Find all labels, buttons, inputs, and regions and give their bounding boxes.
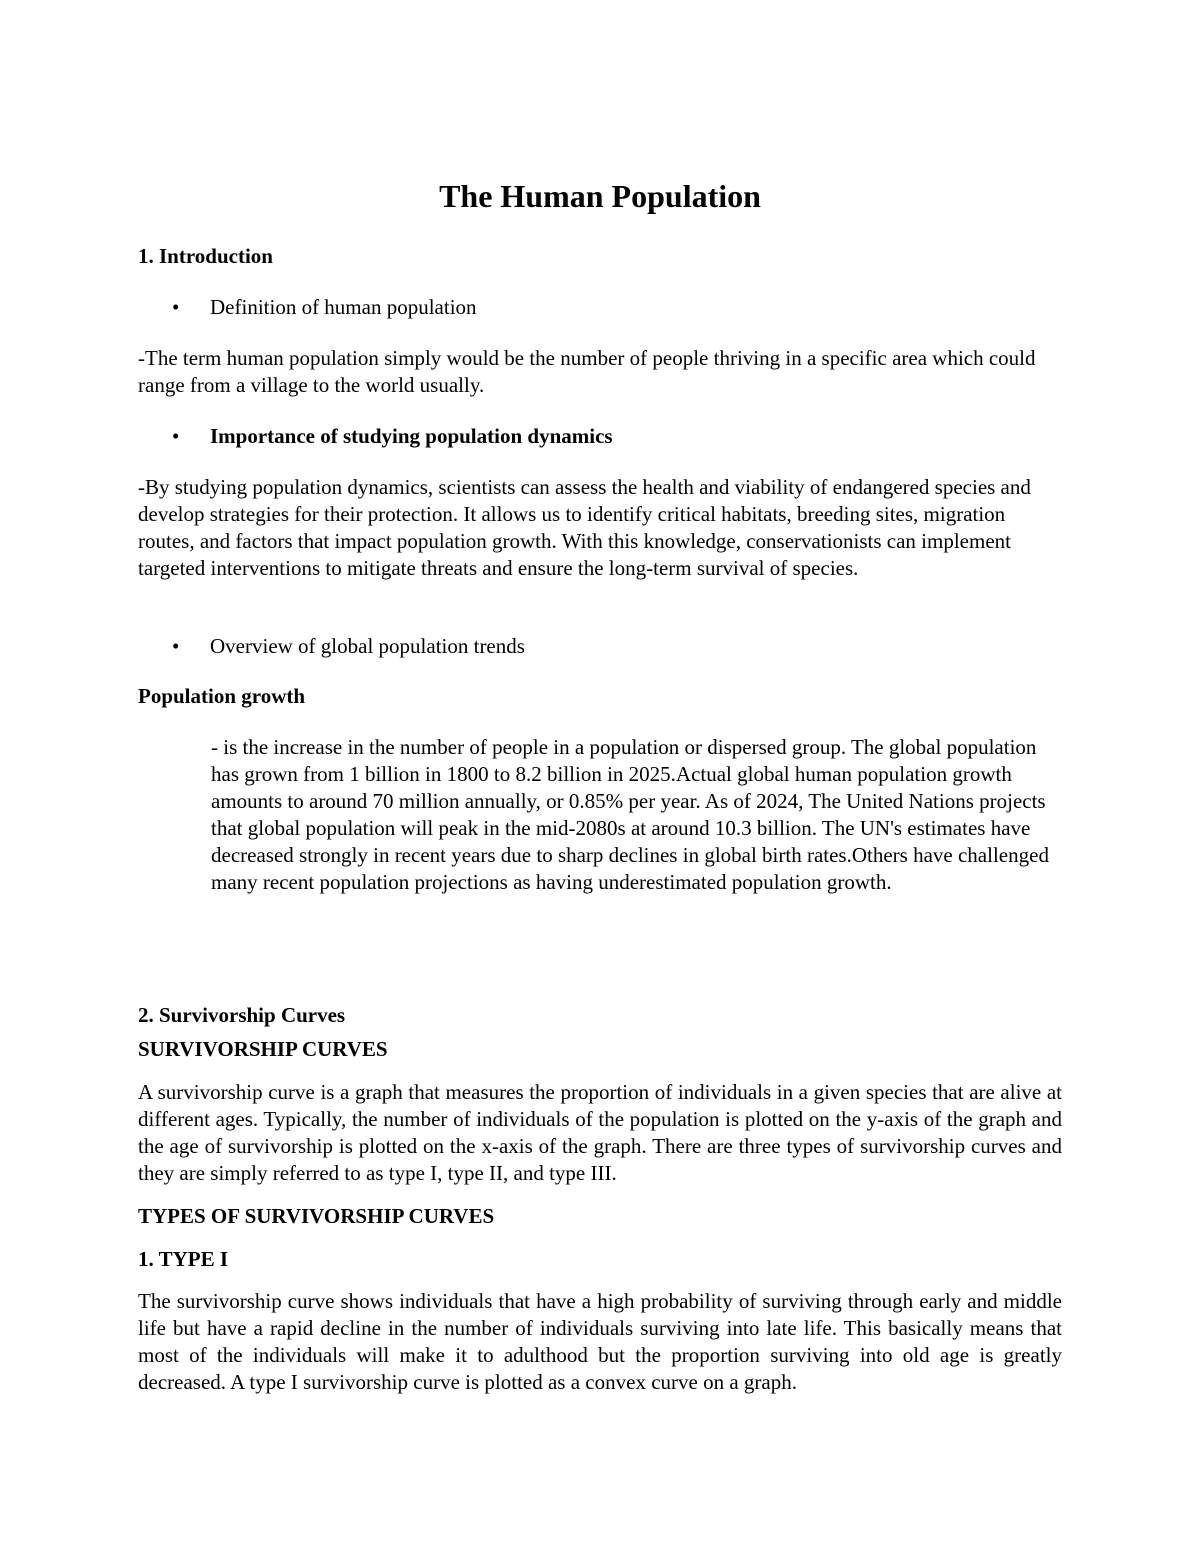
document-page (138, 0, 1062, 1553)
document-title: The Human Population (439, 178, 761, 214)
paragraph-type-1: The survivorship curve shows individuals that have a high probability of surviving through early and middle life but have a rapid decline in the number of individuals surviving into late life. This basically means that most of the individuals will make it to adulthood but the proportion surviving into old age is greatly decreased. A type I survivorship curve is plotted as a convex curve on a graph. (138, 1289, 1062, 1394)
paragraph-population-growth: - is the increase in the number of people in a population or dispersed group. The global population has grown from 1 billion in 1800 to 8.2 billion in 2025.Actual global human population growth amounts to around 70 million annually, or 0.85% per year. As of 2024, The United Nations projects that global population will peak in the mid-2080s at around 10.3 billion. The UN's estimates have decreased strongly in recent years due to sharp declines in global birth rates.Others have challenged many recent population projections as having underestimated population growth. (211, 735, 1049, 894)
section-heading-introduction: 1. Introduction (138, 244, 273, 268)
subheading-type-1: 1. TYPE I (138, 1247, 229, 1271)
bullet-definition (172, 294, 1052, 321)
bullet-text-definition: Definition of human population (210, 295, 477, 319)
subheading-population-growth: Population growth (138, 684, 306, 708)
bullet-text-overview: Overview of global population trends (210, 634, 525, 658)
bullet-overview (172, 633, 1052, 660)
bullet-icon: • (172, 634, 180, 658)
subheading-types-of-curves: TYPES OF SURVIVORSHIP CURVES (138, 1204, 495, 1228)
bullet-importance (172, 423, 1052, 450)
subheading-survivorship-curves: SURVIVORSHIP CURVES (138, 1037, 388, 1061)
paragraph-survivorship-definition: A survivorship curve is a graph that measures the proportion of individuals in a given species that are alive at different ages. Typically, the number of individuals of the population is plotted on the y-axis of the graph and the age of survivorship is plotted on the x-axis of the graph. There are three types of survivorship curves and they are simply referred to as type I, type II, and type III. (138, 1080, 1062, 1185)
paragraph-importance: -By studying population dynamics, scientists can assess the health and viability of endangered species and develop strategies for their protection. It allows us to identify critical habitats, breeding sites, migration routes, and factors that impact population growth. With this knowledge, conservationists can implement targeted interventions to mitigate threats and ensure the long-term survival of species. (138, 475, 1031, 580)
bullet-text-importance: Importance of studying population dynamics (210, 424, 613, 448)
bullet-icon: • (172, 424, 180, 448)
paragraph-definition: -The term human population simply would be the number of people thriving in a specific area which could range from a village to the world usually. (138, 346, 1036, 397)
bullet-icon: • (172, 295, 180, 319)
section-heading-survivorship: 2. Survivorship Curves (138, 1003, 346, 1027)
